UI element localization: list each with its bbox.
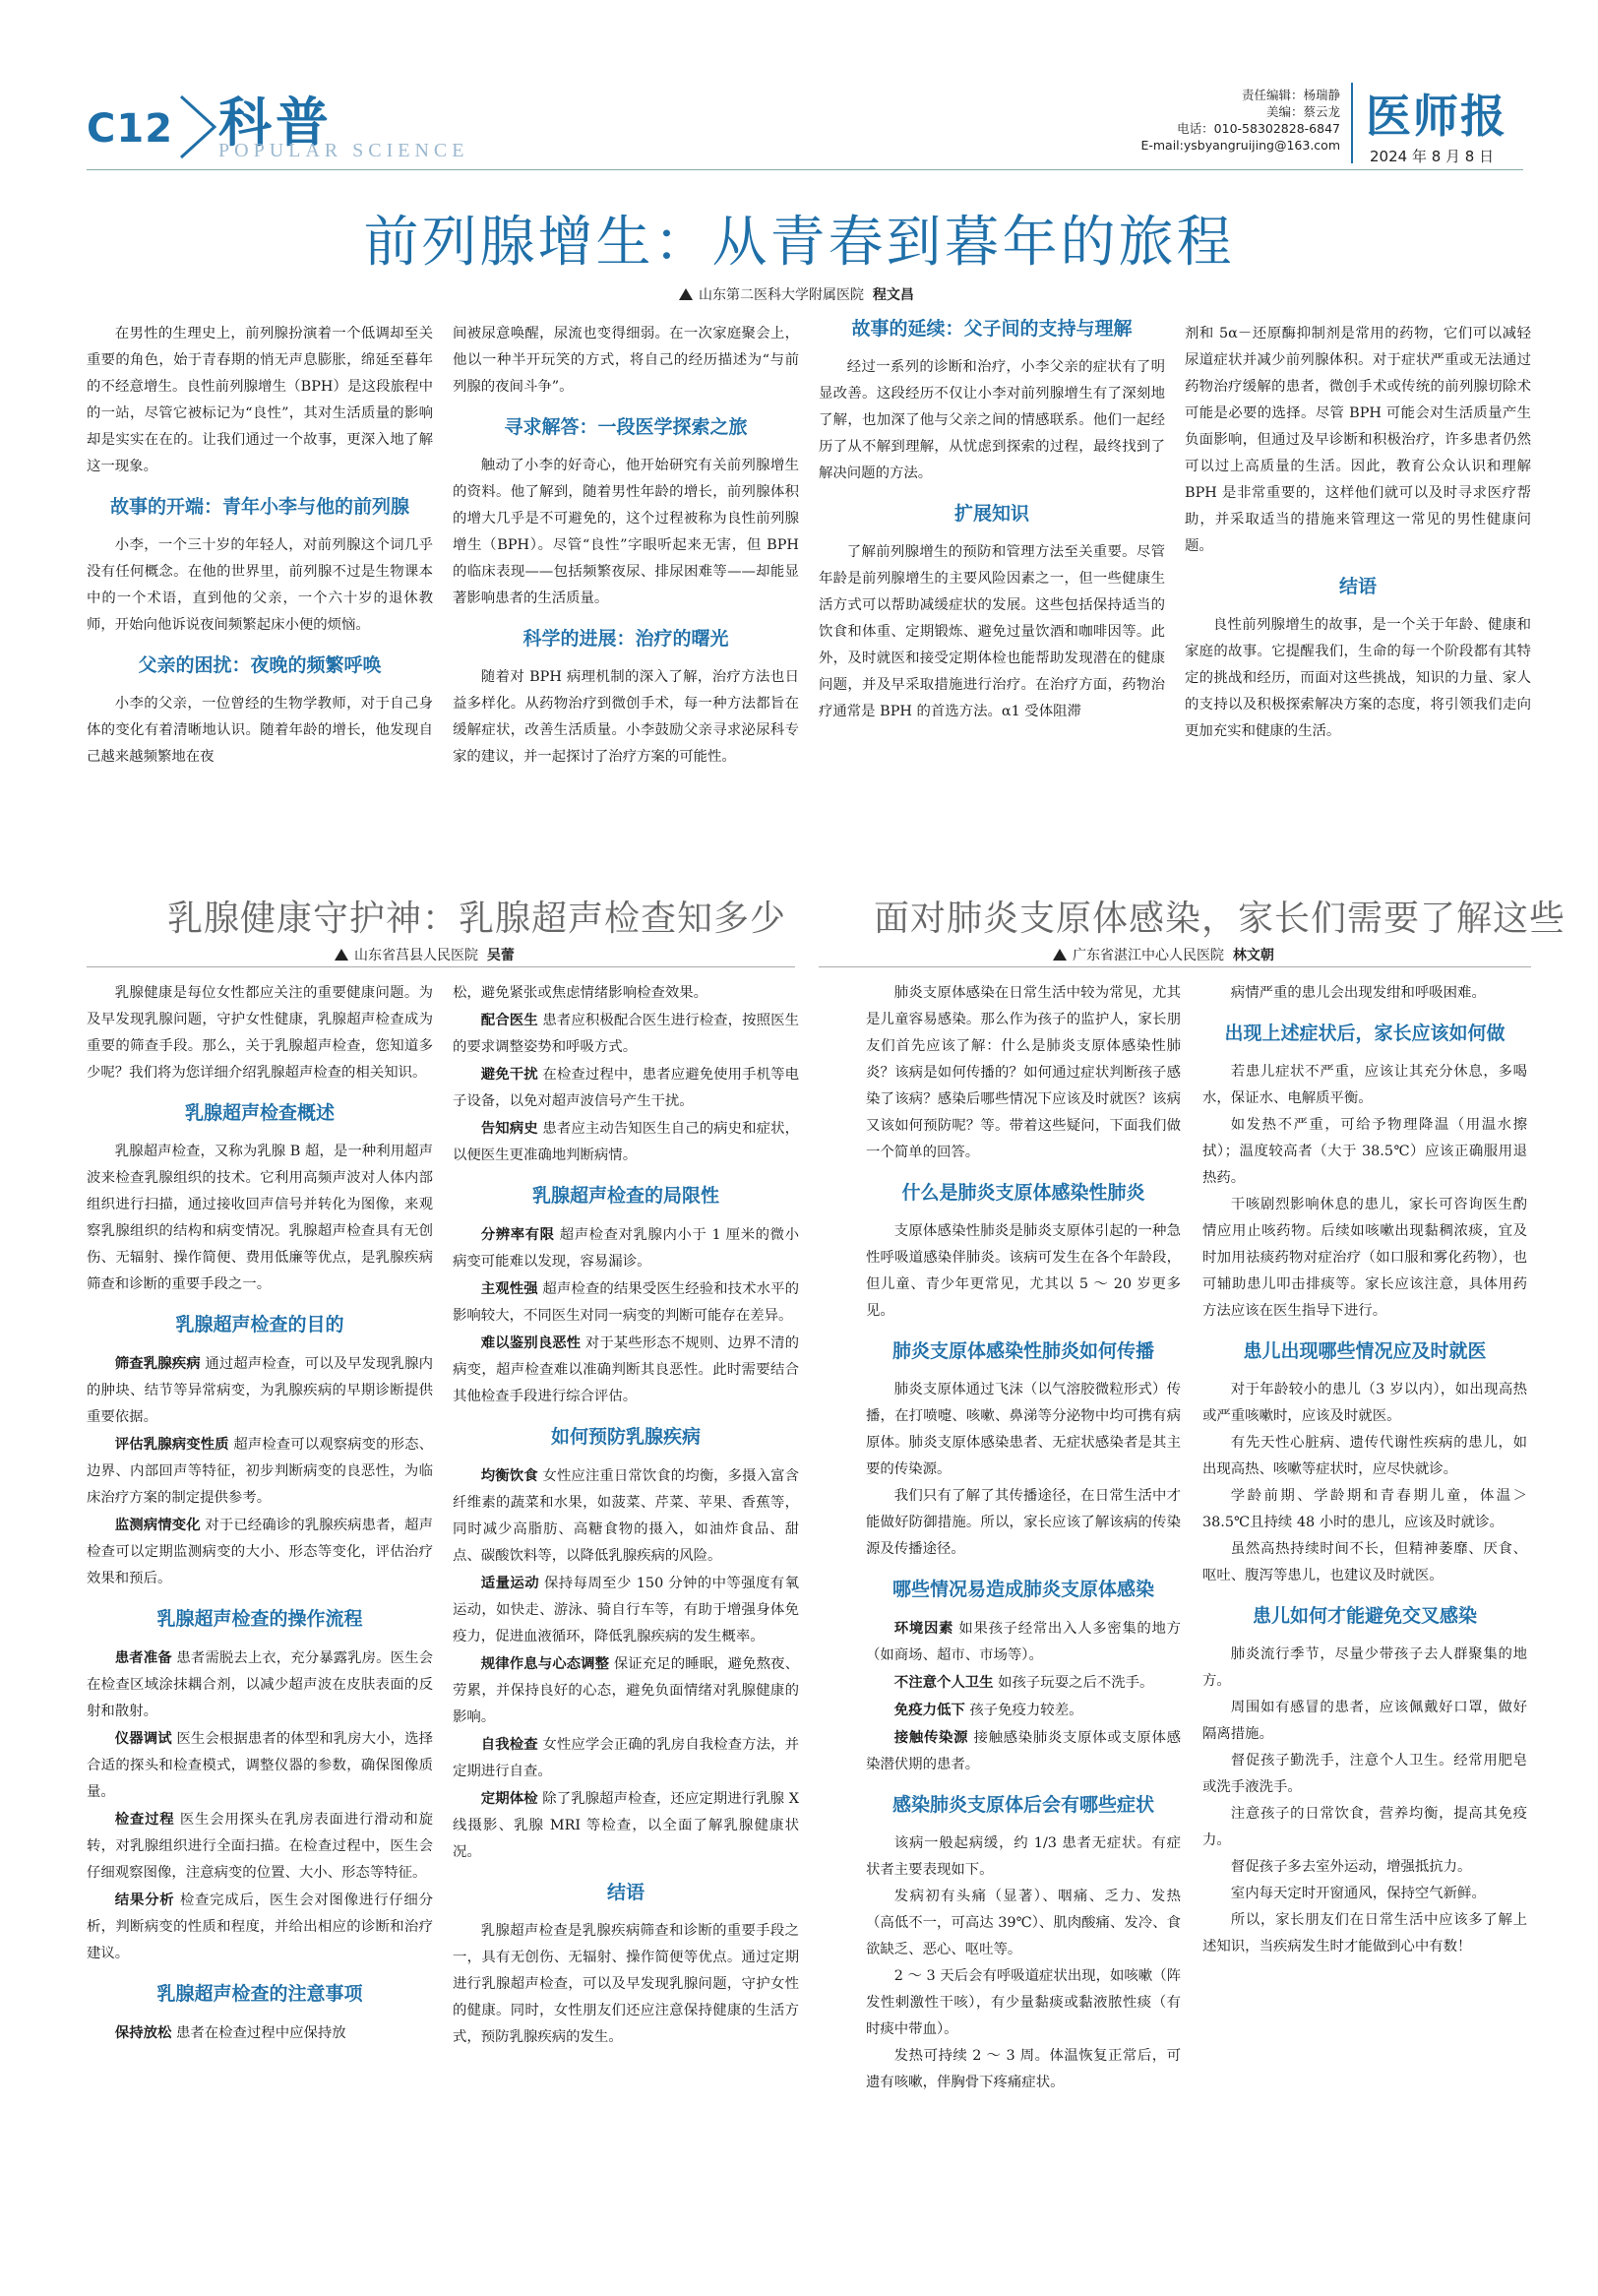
paragraph-lead: 结果分析: [114, 1892, 175, 1908]
paragraph: 经过一系列的诊断和治疗，小李父亲的症状有了明显改善。这段经历不仅让小李对前列腺增生有了深刻地了解，也加深了他与父亲之间的情感联系。他们一起经历了从不解到理解，从忧虑到探索的过程，最终找到了解决问题的方法。: [819, 359, 1165, 481]
paragraph-lead: 筛查乳腺疾病: [114, 1355, 201, 1372]
article2-rule: [87, 966, 795, 967]
paragraph-text: 患者应主动告知医生自己的病史和症状，以便医生更准确地判断病情。: [453, 1121, 799, 1163]
paragraph: 周围如有感冒的患者，应该佩戴好口罩，做好隔离措施。: [1202, 1700, 1527, 1742]
paragraph-text: 接触感染肺炎支原体或支原体感染潜伏期的患者。: [866, 1730, 1181, 1772]
paragraph: 乳腺超声检查是乳腺疾病筛查和诊断的重要手段之一，具有无创伤、无辐射、操作简便等优点。通过定期进行乳腺超声检查，可以及早发现乳腺问题，守护女性的健康。同时，女性朋友们还应注意保持健康的生活方式，预防乳腺疾病的发生。: [453, 1923, 799, 2045]
header-rule: [87, 169, 1523, 170]
byline-org: 山东第二医科大学附属医院: [699, 287, 864, 303]
paragraph-lead: 评估乳腺病变性质: [114, 1436, 229, 1453]
article1-byline: [679, 284, 914, 304]
paragraph: 注意孩子的日常饮食，营养均衡，提高其免疫力。: [1202, 1806, 1527, 1848]
issue-date: 2024 年 8 月 8 日: [1370, 148, 1495, 165]
labeled-paragraph: [453, 1650, 799, 1731]
byline-org: 广东省湛江中心人民医院: [1073, 948, 1224, 963]
labeled-paragraph: [87, 1512, 433, 1592]
article3-rule: [819, 966, 1531, 967]
article1-col2: [453, 321, 799, 872]
paragraph: 所以，家长朋友们在日常生活中应该多了解上述知识，当疾病发生时才能做到心中有数！: [1202, 1912, 1527, 1955]
paragraph: 学龄前期、学龄期和青春期儿童，体温＞ 38.5℃且持续 48 小时的患儿，应该及时就诊。: [1202, 1488, 1527, 1530]
section-title-en: POPULAR SCIENCE: [218, 140, 469, 161]
article2-title: 乳腺健康守护神：乳腺超声检查知多少: [167, 899, 787, 939]
paragraph-text: 在检查过程中，患者应避免使用手机等电子设备，以免对超声波信号产生干扰。: [453, 1067, 799, 1109]
subheading: 结语: [606, 1882, 645, 1903]
paragraph: 干咳剧烈影响休息的患儿，家长可咨询医生酌情应用止咳药物。后续如咳嗽出现黏稠浓痰，宜及时加用祛痰药物对症治疗（如口服和雾化药物），也可辅助患儿叩击排痰等。家长应该注意，具体用药方法应该在医生指导下进行。: [1202, 1197, 1527, 1319]
subheading: 科学的进展：治疗的曙光: [522, 628, 729, 650]
paragraph-lead: 主观性强: [480, 1280, 538, 1297]
paragraph-lead: 仪器调试: [114, 1730, 172, 1747]
triangle-icon: [1053, 949, 1067, 961]
art-editor-line: 美编：蔡云龙: [1265, 104, 1340, 119]
subheading: 父亲的困扰：夜晚的频繁呼唤: [138, 654, 382, 676]
paragraph-text: 超声检查对乳腺内小于 1 厘米的微小病变可能难以发现，容易漏诊。: [453, 1227, 799, 1270]
byline-org: 山东省莒县人民医院: [354, 948, 478, 963]
paragraph-lead: 监测病情变化: [114, 1517, 201, 1533]
labeled-paragraph: [453, 1462, 799, 1570]
paragraph: 剂和 5α－还原酶抑制剂是常用的药物，它们可以减轻尿道症状并减少前列腺体积。对于症状严重或无法通过药物治疗缓解的患者，微创手术或传统的前列腺切除术可能是必要的选择。尽管 BPH 可能会对生活质量产生负面影响，但通过及早诊断和积极治疗，许多患者仍然可以过上高质量的生活。因此，教育公众认识和理解 BPH 是非常重要的，这样他们就可以及时寻求医疗帮助，并采取适当的措施来管理这一常见的男性健康问题。: [1185, 326, 1531, 554]
subheading: 感染肺炎支原体后会有哪些症状: [891, 1794, 1154, 1816]
subheading: 患儿如何才能避免交叉感染: [1252, 1605, 1477, 1627]
page-number: C12: [87, 106, 174, 152]
editor-line: 责任编辑：杨瑞静: [1241, 88, 1340, 102]
article1-col3: [819, 315, 1165, 872]
subheading: 故事的延续：父子间的支持与理解: [851, 318, 1133, 340]
paragraph: 触动了小李的好奇心，他开始研究有关前列腺增生的资料。他了解到，随着男性年龄的增长，前列腺体积的增大几乎是不可避免的，这个过程被称为良性前列腺增生（BPH）。尽管“良性”字眼听起来无害，但 BPH 的临床表现——包括频繁夜尿、排尿困难等——却能显著影响患者的生活质量。: [453, 458, 799, 606]
labeled-paragraph: [453, 1731, 799, 1785]
paragraph: 松，避免紧张或焦虑情绪影响检查效果。: [453, 985, 708, 1001]
labeled-paragraph: [87, 1350, 433, 1431]
article3-col1: [866, 980, 1181, 2279]
subheading: 扩展知识: [953, 503, 1029, 525]
paragraph-lead: 告知病史: [480, 1120, 538, 1137]
labeled-paragraph: [866, 1697, 1181, 1724]
article3-title: 面对肺炎支原体感染，家长们需要了解这些: [874, 899, 1567, 939]
paragraph: 对于年龄较小的患儿（3 岁以内），如出现高热或严重咳嗽时，应该及时就医。: [1202, 1382, 1527, 1424]
paragraph-text: 除了乳腺超声检查，还应定期进行乳腺 X 线摄影、乳腺 MRI 等检查，以全面了解乳腺健康状况。: [453, 1791, 799, 1860]
paragraph-text: 通过超声检查，可以及早发现乳腺内的肿块、结节等异常病变，为乳腺疾病的早期诊断提供重要依据。: [87, 1356, 433, 1425]
paragraph: 病情严重的患儿会出现发绀和呼吸困难。: [1230, 985, 1486, 1001]
paragraph-lead: 分辨率有限: [480, 1226, 555, 1243]
subheading: 寻求解答：一段医学探索之旅: [504, 416, 748, 438]
subheading: 乳腺超声检查的局限性: [531, 1185, 719, 1207]
subheading: 肺炎支原体感染性肺炎如何传播: [891, 1340, 1154, 1362]
paragraph: 乳腺健康是每位女性都应关注的重要健康问题。为及早发现乳腺问题，守护女性健康，乳腺超声检查成为重要的筛查手段。那么，关于乳腺超声检查，您知道多少呢？我们将为您详细介绍乳腺超声检查的相关知识。: [87, 985, 433, 1081]
article3-col2: [1202, 980, 1527, 2279]
paragraph: 督促孩子多去室外运动，增强抵抗力。: [1230, 1859, 1472, 1875]
paragraph: 肺炎支原体通过飞沫（以气溶胶微粒形式）传播，在打喷嚏、咳嗽、鼻涕等分泌物中均可携有病原体。肺炎支原体感染患者、无症状感染者是其主要的传染源。: [866, 1382, 1181, 1477]
paragraph-lead: 不注意个人卫生: [893, 1674, 994, 1691]
subheading: 哪些情况易造成肺炎支原体感染: [891, 1579, 1154, 1600]
article1-title: 前列腺增生：从青春到暮年的旅程: [363, 211, 1235, 275]
paragraph-text: 女性应注重日常饮食的均衡，多摄入富含纤维素的蔬菜和水果，如菠菜、芹菜、苹果、香蕉等，同时减少高脂肪、高糖食物的摄入，如油炸食品、甜点、碳酸饮料等，以降低乳腺疾病的风险。: [453, 1468, 799, 1564]
paragraph-text: 超声检查可以观察病变的形态、边界、内部回声等特征，初步判断病变的良恶性，为临床治疗方案的制定提供参考。: [87, 1437, 433, 1506]
labeled-paragraph: [453, 1570, 799, 1650]
paragraph: 该病一般起病缓，约 1/3 患者无症状。有症状者主要表现如下。: [866, 1835, 1181, 1878]
labeled-paragraph: [866, 1615, 1181, 1669]
labeled-paragraph: [453, 1115, 799, 1169]
subheading: 乳腺超声检查概述: [184, 1102, 335, 1124]
paragraph-lead: 均衡饮食: [480, 1467, 538, 1484]
paragraph-text: 患者应积极配合医生进行检查，按照医生的要求调整姿势和呼吸方式。: [453, 1013, 799, 1055]
subheading: 乳腺超声检查的注意事项: [156, 1983, 363, 2005]
paragraph: 在男性的生理史上，前列腺扮演着一个低调却至关重要的角色，始于青春期的悄无声息膨胀，绵延至暮年的不经意增生。良性前列腺增生（BPH）是这段旅程中的一站，尽管它被标记为“良性”，其对生活质量的影响却是实实在在的。让我们通过一个故事，更深入地了解这一现象。: [87, 326, 433, 474]
article1-col1: [87, 321, 433, 872]
triangle-icon: [335, 949, 348, 961]
paragraph: 室内每天定时开窗通风，保持空气新鲜。: [1230, 1886, 1486, 1901]
email-line: E-mail:ysbyangruijing@163.com: [1140, 138, 1340, 153]
paragraph: 虽然高热持续时间不长，但精神萎靡、厌食、呕吐、腹泻等患儿，也建议及时就医。: [1202, 1541, 1527, 1583]
labeled-paragraph: [87, 1887, 433, 1967]
byline-author: 程文昌: [872, 287, 914, 303]
labeled-paragraph: [453, 1330, 799, 1410]
paragraph-text: 医生会根据患者的体型和乳房大小，选择合适的探头和检查模式，调整仪器的参数，确保图像质量。: [87, 1731, 433, 1800]
paragraph-lead: 保持放松: [114, 2024, 172, 2041]
paragraph-lead: 免疫力低下: [893, 1702, 965, 1718]
header-divider: [1351, 83, 1353, 163]
newspaper-masthead: 医师报: [1366, 90, 1507, 143]
labeled-paragraph: [453, 1221, 799, 1275]
paragraph-lead: 接触传染源: [893, 1729, 969, 1746]
phone-line: 电话：010-58302828-6847: [1177, 121, 1340, 136]
paragraph-text: 女性应学会正确的乳房自我检查方法，并定期进行自查。: [453, 1737, 799, 1779]
section-title: 科普: [218, 92, 333, 154]
byline-author: 吴蕾: [486, 948, 515, 963]
triangle-icon: [679, 288, 693, 300]
subheading: 故事的开端：青年小李与他的前列腺: [109, 496, 409, 518]
subheading: 如何预防乳腺疾病: [550, 1426, 701, 1448]
labeled-paragraph: [87, 1644, 433, 1725]
paragraph: 良性前列腺增生的故事，是一个关于年龄、健康和家庭的故事。它提醒我们，生命的每一个阶段都有其特定的挑战和经历，而面对这些挑战，知识的力量、家人的支持以及积极探索解决方案的态度，将引领我们走向更加充实和健康的生活。: [1185, 617, 1531, 739]
paragraph: 肺炎支原体感染在日常生活中较为常见，尤其是儿童容易感染。那么作为孩子的监护人，家长朋友们首先应该了解：什么是肺炎支原体感染性肺炎？该病是如何传播的？如何通过症状判断孩子感染了该病？感染后哪些情况下应该及时就医？该病又该如何预防呢？等。带着这些疑问，下面我们做一个简单的回答。: [866, 985, 1181, 1160]
subheading: 患儿出现哪些情况应及时就医: [1243, 1340, 1487, 1362]
labeled-paragraph: [453, 1275, 799, 1330]
subheading: 什么是肺炎支原体感染性肺炎: [901, 1182, 1145, 1204]
paragraph-text: 如孩子玩耍之后不洗手。: [998, 1675, 1154, 1691]
paragraph-lead: 检查过程: [114, 1811, 175, 1828]
paragraph: 若患儿症状不严重，应该让其充分休息，多喝水，保证水、电解质平衡。: [1202, 1064, 1527, 1106]
labeled-paragraph: [453, 1007, 799, 1061]
paragraph-text: 对于某些形态不规则、边界不清的病变，超声检查难以准确判断其良恶性。此时需要结合其他检查手段进行综合评估。: [453, 1335, 799, 1404]
paragraph: 发病初有头痛（显著）、咽痛、乏力、发热（高低不一，可高达 39℃）、肌肉酸痛、发冷、食欲缺乏、恶心、呕吐等。: [866, 1889, 1181, 1957]
paragraph-text: 超声检查的结果受医生经验和技术水平的影响较大，不同医生对同一病变的判断可能存在差异。: [453, 1281, 799, 1324]
article2-col2: [453, 980, 799, 2279]
paragraph: 发热可持续 2 ～ 3 周。体温恢复正常后，可遗有咳嗽，伴胸骨下疼痛症状。: [866, 2048, 1181, 2090]
labeled-paragraph: [87, 1431, 433, 1512]
paragraph-text: 医生会用探头在乳房表面进行滑动和旋转，对乳腺组织进行全面扫描。在检查过程中，医生会仔细观察图像，注意病变的位置、大小、形态等特征。: [87, 1812, 433, 1881]
paragraph-lead: 自我检查: [480, 1736, 538, 1753]
paragraph-lead: 环境因素: [893, 1620, 954, 1637]
paragraph-lead: 难以鉴别良恶性: [480, 1334, 582, 1351]
editor-credits: [1006, 87, 1340, 154]
paragraph-text: 患者在检查过程中应保持放: [175, 2025, 346, 2041]
paragraph-lead: 配合医生: [480, 1012, 538, 1028]
page-header: [0, 0, 1598, 172]
paragraph-text: 保证充足的睡眠，避免熬夜、劳累，并保持良好的心态，避免负面情绪对乳腺健康的影响。: [453, 1656, 799, 1725]
paragraph: 肺炎流行季节，尽量少带孩子去人群聚集的地方。: [1202, 1646, 1527, 1689]
subheading: 乳腺超声检查的操作流程: [156, 1608, 363, 1630]
subheading: 结语: [1338, 576, 1377, 597]
paragraph-lead: 定期体检: [480, 1790, 538, 1807]
paragraph-text: 保持每周至少 150 分钟的中等强度有氧运动，如快走、游泳、骑自行车等，有助于增强身体免疫力，促进血液循环，降低乳腺疾病的发生概率。: [453, 1576, 799, 1644]
labeled-paragraph: [453, 1061, 799, 1115]
labeled-paragraph: [87, 1806, 433, 1887]
labeled-paragraph: [87, 2019, 433, 2047]
paragraph: 乳腺超声检查，又称为乳腺 B 超，是一种利用超声波来检查乳腺组织的技术。它利用高频声波对人体内部组织进行扫描，通过接收回声信号并转化为图像，来观察乳腺组织的结构和病变情况。乳腺超声检查具有无创伤、无辐射、操作简便、费用低廉等优点，是乳腺疾病筛查和诊断的重要手段之一。: [87, 1144, 433, 1292]
paragraph-text: 如果孩子经常出入人多密集的地方（如商场、超市、市场等）。: [866, 1621, 1181, 1663]
paragraph: 如发热不严重，可给予物理降温（用温水擦拭）；温度较高者（大于 38.5℃）应该正确服用退热药。: [1202, 1117, 1527, 1186]
paragraph: 我们只有了解了其传播途径，在日常生活中才能做好防御措施。所以，家长应该了解该病的传染源及传播途径。: [866, 1488, 1181, 1557]
paragraph: 了解前列腺增生的预防和管理方法至关重要。尽管年龄是前列腺增生的主要风险因素之一，但一些健康生活方式可以帮助减缓症状的发展。这些包括保持适当的饮食和体重、定期锻炼、避免过量饮酒和咖啡因等。此外，及时就医和接受定期体检也能帮助发现潜在的健康问题，并及早采取措施进行治疗。在治疗方面，药物治疗通常是 BPH 的首选方法。α1 受体阻滞: [819, 544, 1165, 719]
paragraph: 督促孩子勤洗手，注意个人卫生。经常用肥皂或洗手液洗手。: [1202, 1753, 1527, 1795]
article2-byline: [335, 945, 515, 964]
article3-byline: [1053, 945, 1274, 964]
labeled-paragraph: [866, 1669, 1181, 1697]
paragraph: 随着对 BPH 病理机制的深入了解，治疗方法也日益多样化。从药物治疗到微创手术，每一种方法都旨在缓解症状，改善生活质量。小李鼓励父亲寻求泌尿科专家的建议，并一起探讨了治疗方案的可能性。: [453, 669, 799, 765]
byline-author: 林文朝: [1232, 948, 1274, 963]
paragraph-text: 孩子免疫力较差。: [969, 1703, 1083, 1718]
labeled-paragraph: [866, 1724, 1181, 1778]
paragraph-lead: 规律作息与心态调整: [480, 1655, 610, 1672]
subheading: 乳腺超声检查的目的: [175, 1314, 344, 1335]
paragraph-lead: 避免干扰: [480, 1066, 538, 1083]
article2-col1: [87, 980, 433, 2279]
labeled-paragraph: [87, 1725, 433, 1806]
paragraph-text: 患者需脱去上衣，充分暴露乳房。医生会在检查区域涂抹耦合剂，以减少超声波在皮肤表面的反射和散射。: [87, 1650, 433, 1719]
labeled-paragraph: [453, 1785, 799, 1866]
paragraph: 有先天性心脏病、遗传代谢性疾病的患儿，如出现高热、咳嗽等症状时，应尽快就诊。: [1202, 1435, 1527, 1477]
paragraph-lead: 适量运动: [480, 1575, 539, 1591]
paragraph: 支原体感染性肺炎是肺炎支原体引起的一种急性呼吸道感染伴肺炎。该病可发生在各个年龄段，但儿童、青少年更常见，尤其以 5 ～ 20 岁更多见。: [866, 1223, 1181, 1319]
paragraph-text: 对于已经确诊的乳腺疾病患者，超声检查可以定期监测病变的大小、形态等变化，评估治疗效果和预后。: [87, 1518, 433, 1586]
paragraph-text: 检查完成后，医生会对图像进行仔细分析，判断病变的性质和程度，并给出相应的诊断和治疗建议。: [87, 1893, 433, 1961]
paragraph: 间被尿意唤醒，尿流也变得细弱。在一次家庭聚会上，他以一种半开玩笑的方式，将自己的经历描述为“与前列腺的夜间斗争”。: [453, 326, 799, 395]
paragraph-lead: 患者准备: [114, 1649, 172, 1666]
paragraph: 小李，一个三十岁的年轻人，对前列腺这个词几乎没有任何概念。在他的世界里，前列腺不过是生物课本中的一个术语，直到他的父亲，一个六十岁的退休教师，开始向他诉说夜间频繁起床小便的烦恼。: [87, 537, 433, 633]
article1-col4: [1185, 321, 1531, 872]
paragraph: 小李的父亲，一位曾经的生物学教师，对于自己身体的变化有着清晰地认识。随着年龄的增长，他发现自己越来越频繁地在夜: [87, 696, 433, 765]
subheading: 出现上述症状后，家长应该如何做: [1224, 1023, 1506, 1044]
paragraph: 2 ～ 3 天后会有呼吸道症状出现，如咳嗽（阵发性刺激性干咳），有少量黏痰或黏液脓性痰（有时痰中带血）。: [866, 1968, 1181, 2037]
